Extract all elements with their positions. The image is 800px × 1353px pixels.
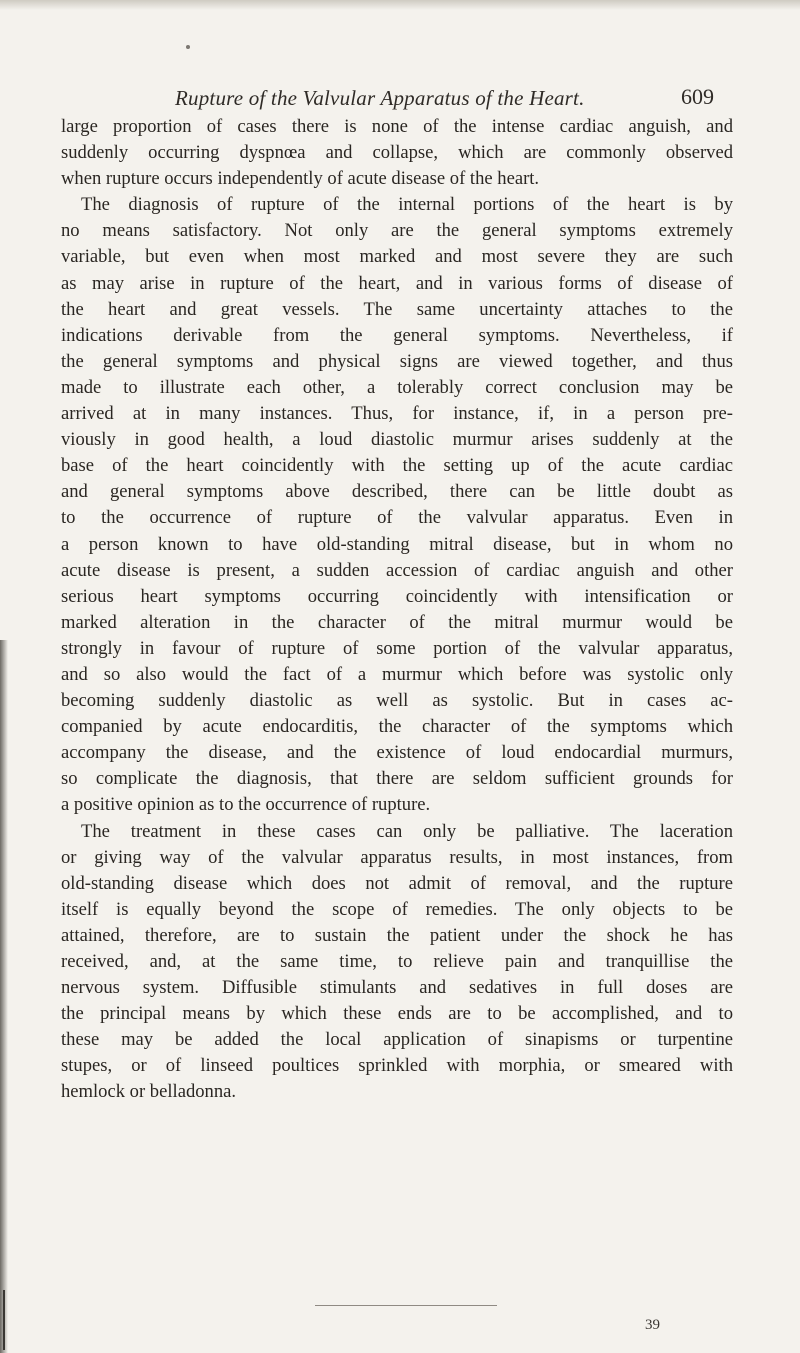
text-line: hemlock or belladonna. [61,1081,237,1103]
text-line: The diagnosis of rupture of the internal portions of the heart is by [81,194,733,216]
text-line: so complicate the diagnosis, that there are seldom sufficient grounds for [61,768,733,790]
footer-rule [315,1305,497,1306]
text-line: the heart and great vessels. The same uncertainty attaches to the [61,298,733,320]
text-line: no means satisfactory. Not only are the general symptoms extremely [61,220,733,242]
text-line: made to illustrate each other, a tolerably correct conclusion may be [61,376,733,398]
text-line: a positive opinion as to the occurrence of rupture. [61,794,431,816]
text-line: arrived at in many instances. Thus, for instance, if, in a person pre- [61,403,733,425]
page-left-edge-line [3,1290,5,1350]
page-left-edge-shadow [0,640,8,1353]
text-line: attained, therefore, are to sustain the patient under the shock he has [61,924,733,946]
text-line: a person known to have old-standing mitral disease, but in whom no [61,533,733,555]
text-line: indications derivable from the general symptoms. Nevertheless, if [61,324,733,346]
text-line: the principal means by which these ends are to be accomplished, and to [61,1003,733,1025]
page-number: 609 [681,84,714,109]
text-line: large proportion of cases there is none of the intense cardiac anguish, and [61,116,733,137]
text-line: base of the heart coincidently with the setting up of the acute cardiac [61,455,733,477]
text-line: these may be added the local application of sinapisms or turpentine [61,1029,733,1051]
text-line: companied by acute endocarditis, the character of the symptoms which [61,716,733,738]
text-line: received, and, at the same time, to relieve pain and tranquillise the [61,951,733,972]
text-line: variable, but even when most marked and most severe they are such [61,246,733,268]
text-line: or giving way of the valvular apparatus results, in most instances, from [61,846,733,868]
text-line: itself is equally beyond the scope of remedies. The only objects to be [61,898,733,920]
text-line: The treatment in these cases can only be palliative. The laceration [81,820,733,842]
text-line: to the occurrence of rupture of the valvular apparatus. Even in [61,507,733,529]
text-line: suddenly occurring dyspnœa and collapse, which are commonly observed [61,142,733,164]
text-line: viously in good health, a loud diastolic murmur arises suddenly at the [61,429,733,451]
text-line: when rupture occurs independently of acute disease of the heart. [61,168,540,190]
body-text [61,114,733,1106]
text-line: accompany the disease, and the existence of loud endocardial murmurs, [61,742,733,764]
text-line: becoming suddenly diastolic as well as systolic. But in cases ac- [61,690,733,712]
text-line: serious heart symptoms occurring coincidently with intensification or [61,585,733,607]
text-line: old-standing disease which does not admit of removal, and the rupture [61,872,733,894]
page-top-shadow [0,0,800,10]
text-line: as may arise in rupture of the heart, and in various forms of disease of [61,272,733,294]
text-line: and general symptoms above described, there can be little doubt as [61,481,733,503]
text-line: strongly in favour of rupture of some portion of the valvular apparatus, [61,637,733,659]
text-line: acute disease is present, a sudden accession of cardiac anguish and other [61,559,733,581]
text-line: nervous system. Diffusible stimulants and sedatives in full doses are [61,977,733,999]
binding-mark [186,45,190,49]
text-line: stupes, or of linseed poultices sprinkled with morphia, or smeared with [61,1055,733,1077]
signature-mark: 39 [645,1317,660,1333]
running-head: Rupture of the Valvular Apparatus of the Heart. [175,86,585,110]
text-line: marked alteration in the character of the mitral murmur would be [61,611,733,633]
text-line: and so also would the fact of a murmur which before was systolic only [61,663,733,685]
text-line: the general symptoms and physical signs are viewed together, and thus [61,350,733,372]
